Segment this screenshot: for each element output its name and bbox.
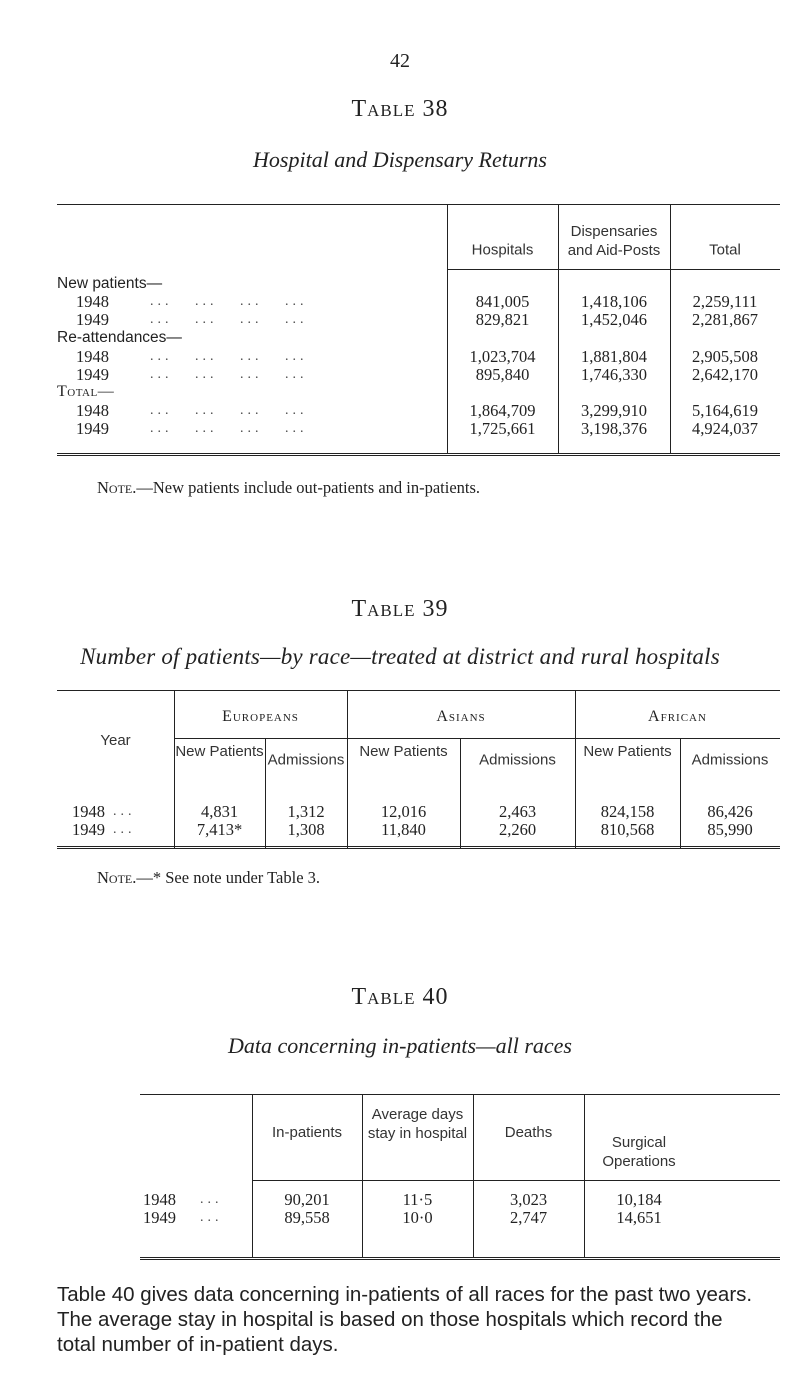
table-40-header-rule [252, 1180, 780, 1181]
table-39-subheader: Admissions [691, 751, 769, 769]
leader-dots: ... ... ... ... [150, 367, 308, 382]
table-39-cell: 810,568 [600, 820, 655, 839]
table-39-cell: 11,840 [381, 820, 426, 839]
table-38-year: 1948 [76, 401, 109, 420]
table-39-top-rule [57, 690, 780, 691]
table-39-col-divider [347, 788, 348, 848]
table-39-title: Table 39 [351, 596, 449, 622]
table-40-top-rule [140, 1094, 780, 1095]
table-39-col-divider [265, 788, 266, 848]
table-38-cell: 1,452,046 [581, 310, 647, 329]
leader-dots: ... [113, 804, 136, 819]
table-40-header: Average days stay in hospital [367, 1106, 468, 1142]
table-39-group-asians: Asians [436, 708, 486, 725]
table-38-cell: 1,023,704 [469, 347, 536, 366]
table-39-cell: 1,312 [287, 802, 325, 821]
table-38-header-rule [447, 269, 780, 270]
table-38-cell: 1,864,709 [469, 401, 536, 420]
table-39-year: 1948 [72, 802, 105, 821]
table-38-cell: 841,005 [475, 292, 530, 311]
table-38-header-dispensaries: Dispensaries and Aid-Posts [567, 223, 661, 259]
table-40-header: In-patients [271, 1124, 343, 1141]
table-39-col-divider [347, 690, 348, 788]
table-38-group-label: Re-attendances— [57, 329, 182, 346]
table-39-group-europeans: Europeans [222, 708, 299, 725]
leader-dots: ... ... ... ... [150, 421, 308, 436]
table-40-year: 1949 [143, 1208, 176, 1227]
table-39-subheader: New Patients [583, 743, 672, 760]
table-38-cell: 1,418,106 [581, 292, 647, 311]
leader-dots: ... ... ... ... [150, 312, 308, 327]
table-39-subheader: Admissions [479, 751, 556, 769]
table-38-group-label: Total— [57, 383, 115, 400]
table-38-bottom-rule [57, 453, 780, 456]
table-40-col-divider [473, 1094, 474, 1258]
table-40-cell: 11·5 [402, 1190, 433, 1209]
table-40-title: Table 40 [351, 984, 449, 1010]
table-38-cell: 2,281,867 [692, 310, 758, 329]
table-38-cell: 2,259,111 [692, 292, 758, 311]
table-38-col-divider [447, 269, 448, 454]
table-38-year: 1949 [76, 419, 109, 438]
table-38-cell: 1,881,804 [581, 347, 647, 366]
table-38-group-label: New patients— [57, 275, 163, 292]
table-40-year: 1948 [143, 1190, 176, 1209]
table-39-cell: 1,308 [287, 820, 325, 839]
table-40-cell: 2,747 [509, 1208, 548, 1227]
table-39-col-divider [680, 788, 681, 848]
table-39-cell: 85,990 [707, 820, 753, 839]
table-39-year-header: Year [100, 732, 131, 749]
table-39-col-divider [174, 788, 175, 848]
table-38-col-divider [558, 269, 559, 454]
note-text: —* See note under Table 3. [136, 868, 321, 887]
note-lead: Note. [97, 478, 137, 497]
table-40-cell: 10·0 [402, 1208, 433, 1227]
table-38-year: 1949 [76, 310, 109, 329]
leader-dots: ... ... ... ... [150, 349, 308, 364]
table-38-title: Table 38 [351, 96, 449, 122]
table-39-note [97, 868, 320, 888]
table-38-subtitle: Hospital and Dispensary Returns [253, 147, 547, 172]
table-39-subheader: New Patients [175, 743, 264, 760]
note-text: —New patients include out-patients and in-patients. [136, 478, 481, 497]
table-39-col-divider [460, 788, 461, 848]
table-40-cell: 14,651 [616, 1208, 662, 1227]
table-38-cell: 2,642,170 [692, 365, 758, 384]
table-39-subtitle: Number of patients—by race—treated at district and rural hospitals [80, 644, 720, 669]
body-paragraph: Table 40 gives data concerning in-patients of all races for the past two years. The average stay in hospital is based on those hospitals which record the total number of in-patient days. [57, 1283, 753, 1356]
table-40-col-divider [584, 1094, 585, 1258]
table-38-header-total: Total [709, 241, 741, 259]
table-39-cell: 86,426 [707, 802, 753, 821]
table-39-cell: 7,413* [196, 820, 243, 839]
page-number: 42 [390, 50, 410, 72]
table-40-subtitle: Data concerning in-patients—all races [227, 1033, 572, 1058]
table-38-cell: 3,299,910 [581, 401, 647, 420]
table-38-year: 1949 [76, 365, 109, 384]
table-38-cell: 895,840 [475, 365, 530, 384]
table-39-cell: 2,463 [498, 802, 537, 821]
table-40-col-divider [252, 1094, 253, 1258]
leader-dots: ... [200, 1210, 223, 1225]
table-39-subheader: New Patients [359, 743, 448, 760]
leader-dots: ... ... ... ... [150, 403, 308, 418]
table-40-bottom-rule [140, 1257, 780, 1260]
table-38-header-hospitals: Hospitals [471, 241, 534, 259]
table-38-cell: 1,725,661 [469, 419, 536, 438]
table-40-cell: 89,558 [284, 1208, 330, 1227]
table-38-cell: 4,924,037 [692, 419, 758, 438]
table-38-note [97, 478, 480, 498]
table-38-cell: 2,905,508 [692, 347, 758, 366]
leader-dots: ... ... ... ... [150, 294, 308, 309]
table-40-cell: 90,201 [284, 1190, 330, 1209]
table-39-bottom-rule [57, 846, 780, 849]
table-38-cell: 829,821 [475, 310, 530, 329]
table-39-year: 1949 [72, 820, 105, 839]
table-39-cell: 12,016 [380, 802, 427, 821]
table-39-col-divider [575, 788, 576, 848]
leader-dots: ... [200, 1192, 223, 1207]
table-40-header: Deaths [504, 1124, 553, 1141]
table-39-col-divider [174, 690, 175, 788]
table-39-col-divider [575, 690, 576, 788]
table-39-cell: 2,260 [498, 820, 537, 839]
table-39-cell: 824,158 [600, 802, 655, 821]
table-38-cell: 3,198,376 [581, 419, 647, 438]
table-38-year: 1948 [76, 292, 109, 311]
note-lead: Note. [97, 868, 137, 887]
table-40-cell: 3,023 [509, 1190, 548, 1209]
table-38-top-rule [57, 204, 780, 205]
table-39-subheader: Admissions [267, 751, 345, 769]
table-38-col-divider [670, 269, 671, 454]
table-39-cell: 4,831 [200, 802, 239, 821]
table-38-cell: 5,164,619 [692, 401, 758, 420]
table-40-header: Surgical Operations [602, 1134, 676, 1170]
table-38-year: 1948 [76, 347, 109, 366]
table-39-group-african: African [648, 708, 707, 725]
table-38-cell: 1,746,330 [581, 365, 647, 384]
leader-dots: ... [113, 822, 136, 837]
table-40-cell: 10,184 [616, 1190, 662, 1209]
